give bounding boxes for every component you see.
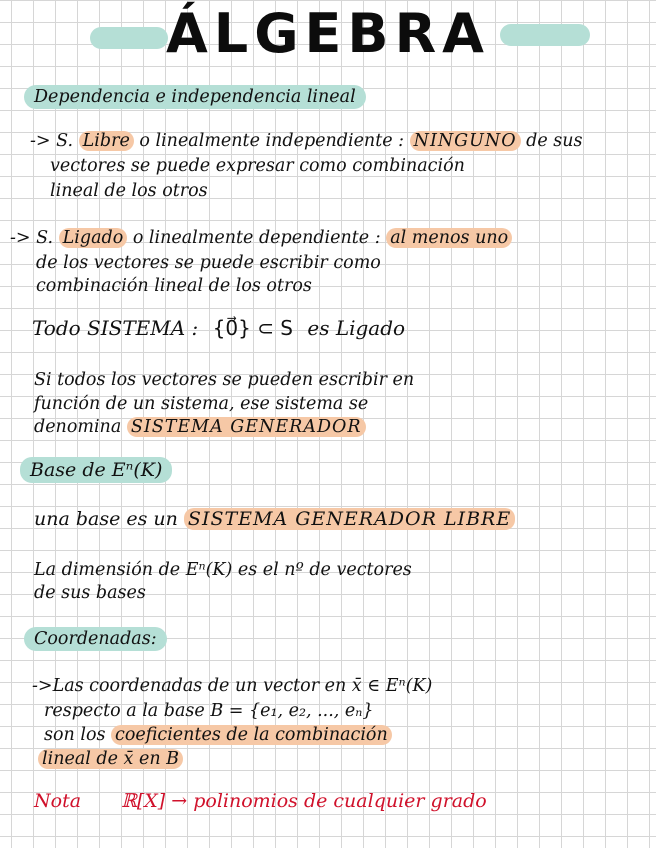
ligado-line-2: de los vectores se puede escribir como — [36, 253, 381, 273]
libre-line1-end: de sus — [526, 131, 583, 151]
libre-line-2: vectores se puede expresar como combinación — [50, 156, 465, 176]
base-definition — [34, 508, 515, 530]
libre-line-1 — [30, 130, 583, 153]
note-formula: ℝ[X] → polinomios de cualquier grado — [121, 790, 487, 812]
ligado-line-1 — [10, 227, 512, 250]
coords-line-3 — [44, 724, 392, 747]
section-heading-text: Dependencia e independencia lineal — [24, 85, 366, 109]
ligado-highlight: al menos uno — [386, 228, 512, 248]
libre-term: Libre — [79, 131, 134, 151]
coords-line-4 — [38, 748, 183, 771]
generador-line-1: Si todos los vectores se pueden escribir en — [34, 370, 415, 390]
libre-mid: o linealmente independiente : — [139, 131, 405, 151]
dimension-line-2: de sus bases — [34, 583, 146, 603]
todo-suffix: es Ligado — [307, 316, 406, 340]
section-heading-coordenadas-text: Coordenadas: — [24, 627, 167, 651]
generador-highlight: SISTEMA GENERADOR — [127, 417, 366, 437]
generador-prefix: denomina — [34, 417, 122, 437]
ligado-prefix: -> S. — [10, 228, 54, 248]
libre-line-3: lineal de los otros — [50, 181, 208, 201]
todo-sistema-line — [32, 316, 405, 340]
base-highlight: SISTEMA GENERADOR LIBRE — [184, 508, 515, 530]
page-title: ÁLGEBRA — [166, 2, 490, 65]
section-heading-coordenadas — [24, 628, 167, 651]
libre-highlight: NINGUNO — [410, 131, 521, 151]
section-heading-base — [20, 459, 172, 481]
todo-formula: {0⃗} ⊂ S — [212, 316, 293, 340]
note-label: Nota — [34, 790, 82, 812]
dimension-line-1: La dimensión de Eⁿ(K) es el nº de vectores — [34, 560, 412, 580]
ligado-line-3: combinación lineal de los otros — [36, 276, 312, 296]
coords-highlight-2: lineal de x̄ en B — [38, 749, 183, 769]
ligado-mid: o linealmente dependiente : — [132, 228, 381, 248]
coords-line-1: ->Las coordenadas de un vector en x̄ ∈ Eⁿ(K) — [32, 676, 433, 696]
generador-line-3 — [34, 416, 366, 439]
note-line — [34, 790, 487, 812]
todo-prefix: Todo SISTEMA : — [32, 316, 199, 340]
libre-prefix: -> S. — [30, 131, 74, 151]
base-prefix: una base es un — [34, 508, 178, 530]
section-heading-base-text: Base de Eⁿ(K) — [20, 457, 172, 483]
section-heading-dependencia — [24, 86, 366, 109]
page-title-area — [0, 0, 656, 72]
coords-line-2: respecto a la base B = {e₁, e₂, ..., eₙ} — [44, 701, 374, 721]
coords-highlight-1: coeficientes de la combinación — [111, 725, 392, 745]
generador-line-2: función de un sistema, ese sistema se — [34, 394, 369, 414]
ligado-term: Ligado — [59, 228, 128, 248]
coords-prefix: son los — [44, 725, 106, 745]
